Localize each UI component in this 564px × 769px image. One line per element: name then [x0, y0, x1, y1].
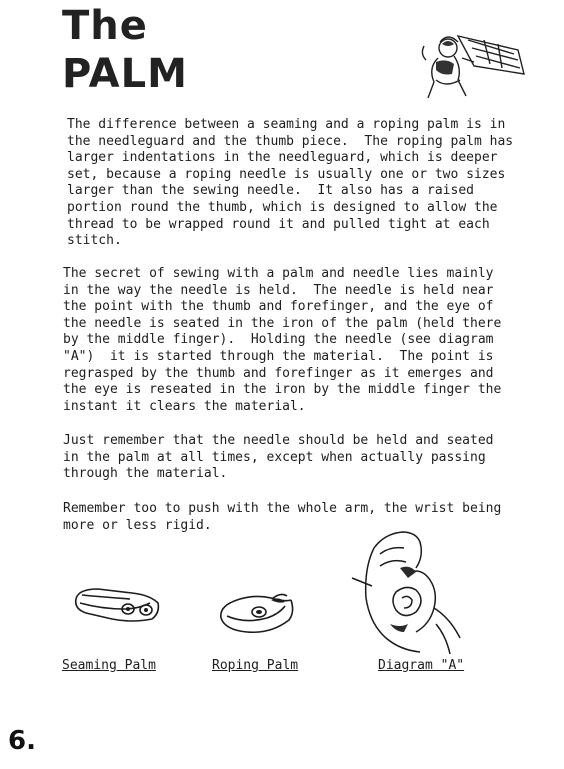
roping-palm-illustration	[215, 590, 297, 640]
page-title-line-1: The	[62, 3, 148, 49]
paragraph-sewing-secret: The secret of sewing with a palm and needle lies mainly in the way the needle is held. The needle is held near the point with the thumb and forefinger, and the eye of the needle is seated in the iron of the palm (held there by the middle finger). Holding the needle (see diagram "A") it is started through the material. The point is regrasped by the thumb and forefinger as it emerges and the eye is reseated in the iron by the middle finger the instant it clears the material.	[63, 266, 502, 414]
caption-roping-palm: Roping Palm	[212, 658, 299, 673]
diagram-a-hand-illustration	[350, 528, 462, 656]
paragraph-push-with-arm: Remember too to push with the whole arm, the wrist being more or less rigid.	[63, 501, 502, 533]
sailor-sewing-illustration	[418, 28, 526, 100]
paragraph-palm-difference: The difference between a seaming and a roping palm is in the needleguard and the thumb piece. The roping palm has larger indentations in the needleguard, which is deeper set, because a roping needle is usually one or two sizes larger than the sewing needle. It also has a raised portion round the thumb, which is designed to allow the thread to be wrapped round it and pulled tight at each stitch.	[67, 117, 514, 249]
seaming-palm-illustration	[72, 583, 162, 625]
caption-diagram-a: Diagram "A"	[378, 658, 465, 673]
page-number: 6.	[8, 726, 36, 756]
page-title-line-2: PALM	[62, 51, 188, 97]
paragraph-needle-seated: Just remember that the needle should be held and seated in the palm at all times, except when actually passing through the material.	[63, 433, 494, 482]
caption-seaming-palm: Seaming Palm	[62, 658, 156, 673]
